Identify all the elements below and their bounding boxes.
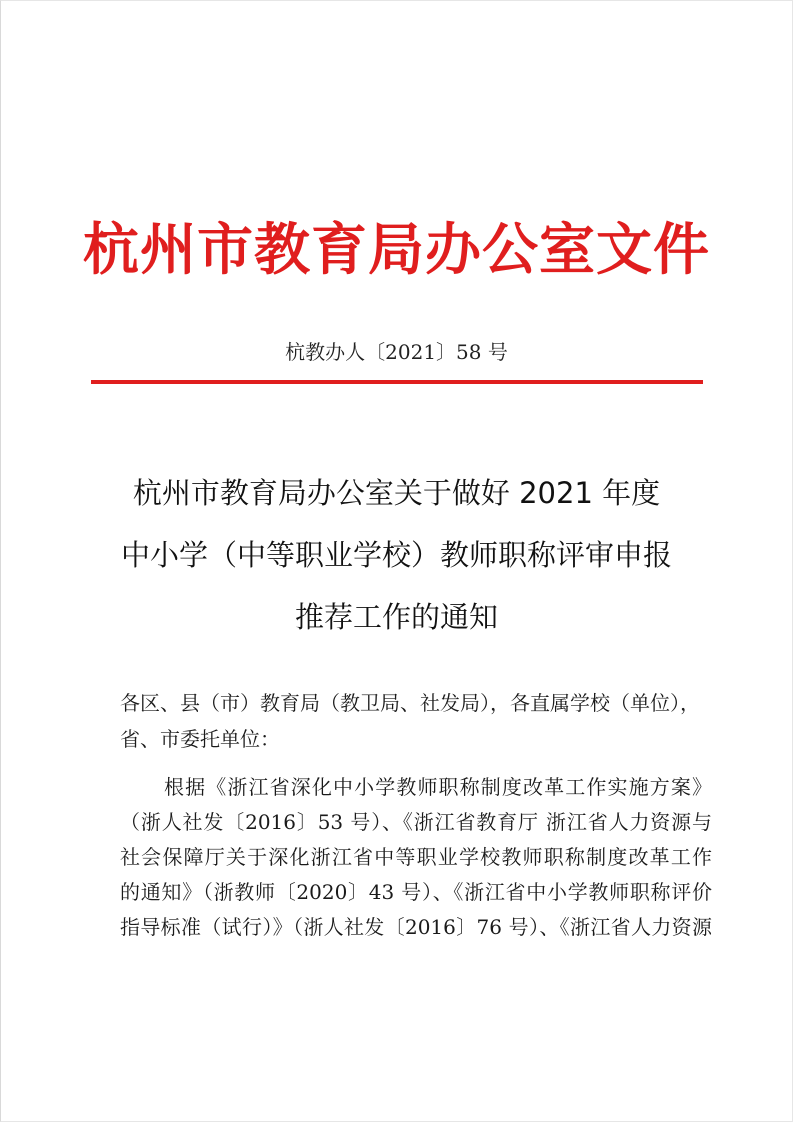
salutation-line: 各区、县（市）教育局（教卫局、社发局），各直属学校（单位）， bbox=[120, 691, 700, 715]
body-paragraph bbox=[120, 770, 712, 945]
body-line: 社会保障厅关于深化浙江省中等职业学校教师职称制度改革工作 bbox=[120, 845, 712, 869]
notice-title-line: 推荐工作的通知 bbox=[294, 600, 498, 634]
document-number: 杭教办人〔2021〕58 号 bbox=[285, 340, 508, 364]
body-line: 的通知》（浙教师〔2020〕43 号）、《浙江省中小学教师职称评价 bbox=[120, 880, 712, 904]
body-line: 指导标准（试行）》（浙人社发〔2016〕76 号）、《浙江省人力资源 bbox=[120, 915, 712, 939]
body-line: （浙人社发〔2016〕53 号）、《浙江省教育厅 浙江省人力资源与 bbox=[120, 810, 712, 834]
body-line: 根据《浙江省深化中小学教师职称制度改革工作实施方案》 bbox=[164, 775, 712, 799]
salutation-line: 省、市委托单位： bbox=[120, 727, 280, 751]
notice-title-line: 中小学（中等职业学校）教师职称评审申报 bbox=[120, 538, 672, 572]
notice-title-line: 杭州市教育局办公室关于做好 2021 年度 bbox=[132, 476, 661, 510]
notice-title bbox=[0, 462, 793, 648]
salutation bbox=[120, 685, 710, 757]
document-header-title: 杭州市教育局办公室文件 bbox=[83, 217, 710, 283]
red-divider-line bbox=[91, 380, 703, 384]
